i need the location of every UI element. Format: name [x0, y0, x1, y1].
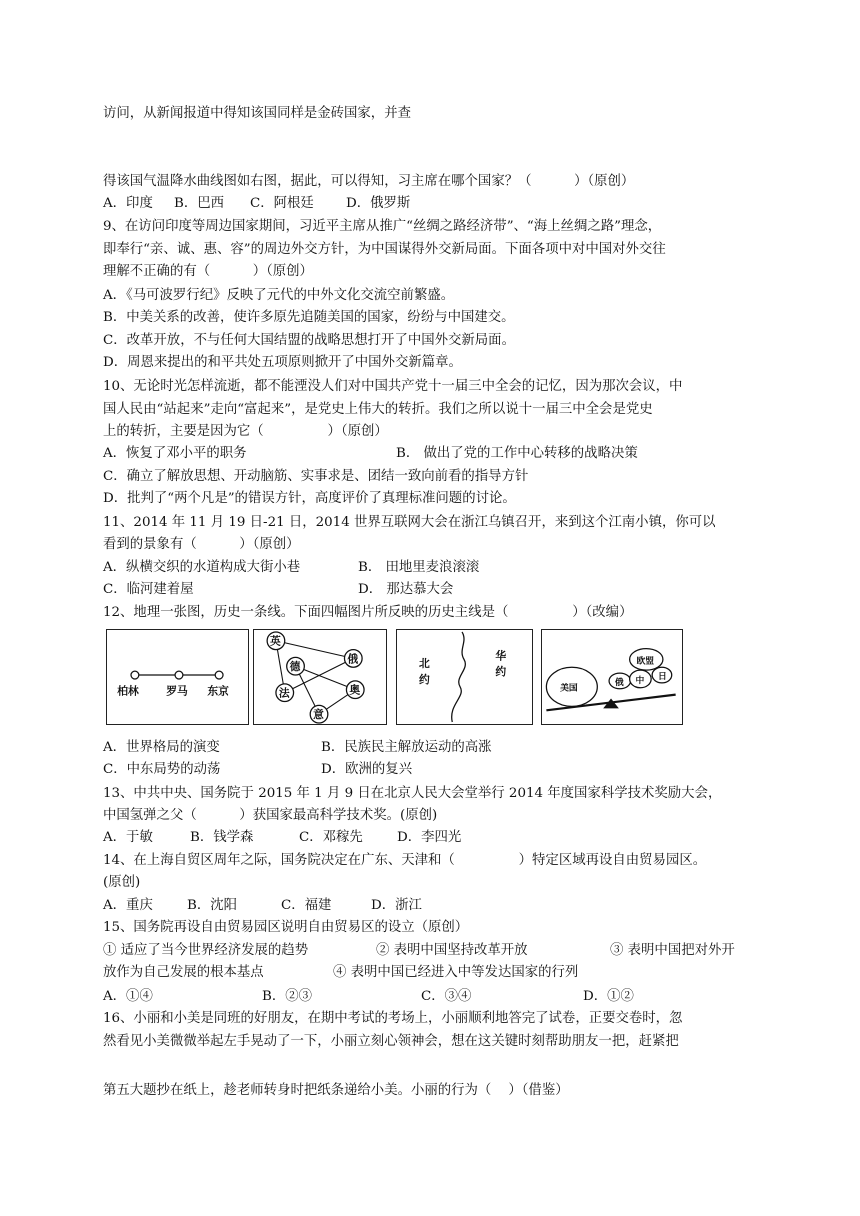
q15-item-3: ③ 表明中国把对外开	[610, 943, 735, 958]
q12-option-a: A．世界格局的演变	[103, 740, 220, 755]
q15-item-1: ① 适应了当今世界经济发展的趋势	[103, 943, 309, 958]
city-tokyo: 东京	[207, 684, 229, 698]
q10-stem-line2: 国人民由“站起来”走向“富起来”，是党史上伟大的转折。我们之所以说十一届三中全会是党史	[103, 402, 653, 417]
q14-stem-line1: 14、在上海自贸区周年之际，国务院决定在广东、天津和（ ）特定区域再设自由贸易园区。	[103, 853, 707, 868]
q15-option-b: B．②③	[262, 989, 313, 1004]
figure-alliance-network	[253, 629, 387, 725]
figure-multipolar-seesaw	[541, 629, 683, 725]
q10-stem-line1: 10、无论时光怎样流逝，都不能湮没人们对中国共产党十一届三中全会的记忆，因为那次会议，中	[103, 379, 683, 394]
alliance-network-diagram	[254, 630, 386, 724]
label-china: 中	[635, 675, 645, 686]
q8-stem-line2: 得该国气温降水曲线图如右图，据此，可以得知，习主席在哪个国家？（ ）（原创）	[103, 174, 635, 189]
q15-item-2: ② 表明中国坚持改革开放	[376, 943, 528, 958]
q13-stem-line2: 中国氢弹之父（ ）获国家最高科学技术奖。(原创)	[103, 808, 438, 823]
figure-axis-powers	[106, 629, 249, 725]
q10-stem-line3: 上的转折，主要是因为它（ ）（原创）	[103, 424, 388, 439]
q8-option-d: D．俄罗斯	[346, 196, 411, 211]
q13-option-d: D．李四光	[397, 830, 462, 845]
q8-option-a: A．印度	[103, 196, 153, 211]
q9-stem-line3: 理解不正确的有（ ）（原创）	[103, 264, 313, 279]
q9-option-a: A．《马可波罗行纪》反映了元代的中外文化交流空前繁盛。	[103, 288, 455, 303]
q14-option-d: D．浙江	[371, 898, 422, 913]
q14-option-c: C．福建	[281, 898, 332, 913]
q13-option-a: A．于敏	[103, 830, 153, 845]
q10-option-c: C．确立了解放思想、开动脑筋、实事求是、团结一致向前看的指导方针	[103, 469, 529, 484]
q9-option-b: B．中美关系的改善，使许多原先追随美国的国家，纷纷与中国建交。	[103, 310, 515, 325]
q8-option-c: C．阿根廷	[250, 196, 314, 211]
q11-option-a: A．纵横交织的水道构成大街小巷	[103, 560, 301, 575]
q11-stem-line1: 11、2014 年 11 月 19 日-21 日，2014 世界互联网大会在浙江乌镇召开，来到这个江南小镇，你可以	[103, 515, 716, 530]
q12-option-b: B．民族民主解放运动的高涨	[321, 740, 492, 755]
q10-option-b: B． 做出了党的工作中心转移的战略决策	[396, 446, 638, 461]
q11-stem-line2: 看到的景象有（ ）（原创）	[103, 537, 300, 552]
q9-option-d: D．周恩来提出的和平共处五项原则掀开了中国外交新篇章。	[103, 355, 462, 370]
label-eu: 欧盟	[636, 656, 655, 667]
node-britain: 英	[270, 634, 281, 648]
city-berlin: 柏林	[117, 684, 139, 698]
q11-option-d: D． 那达慕大会	[358, 582, 454, 597]
q16-stem-line2: 然看见小美微微举起左手晃动了一下，小丽立刻心领神会，想在这关键时刻帮助朋友一把，赶紧把	[103, 1034, 679, 1049]
label-nato-2: 约	[418, 672, 430, 686]
multipolar-seesaw-diagram	[542, 630, 682, 724]
q15-option-a: A．①④	[103, 989, 153, 1004]
q9-stem-line1: 9、在访问印度等周边国家期间，习近平主席从推广“丝绸之路经济带”、“海上丝绸之路”理念，	[103, 219, 662, 234]
label-usa: 美国	[560, 683, 578, 694]
q9-option-c: C．改革开放，不与任何大国结盟的战略思想打开了中国外交新局面。	[103, 333, 515, 348]
q16-stem-line1: 16、小丽和小美是同班的好朋友，在期中考试的考场上，小丽顺利地答完了试卷，正要交卷时，忽	[103, 1011, 683, 1026]
node-germany: 德	[289, 660, 301, 674]
q10-option-a: A．恢复了邓小平的职务	[103, 446, 247, 461]
q15-option-d: D．①②	[583, 989, 634, 1004]
q13-option-c: C．邓稼先	[299, 830, 363, 845]
q13-option-b: B．钱学森	[190, 830, 254, 845]
q15-option-c: C．③④	[421, 989, 472, 1004]
axis-powers-diagram	[107, 630, 248, 724]
q9-stem-line2: 即奉行“亲、诚、惠、容”的周边外交方针，为中国谋得外交新局面。下面各项中对中国对外交往	[103, 242, 666, 257]
q15-item-3-cont: 放作为自己发展的根本基点	[103, 965, 264, 980]
label-warsaw-2: 约	[495, 665, 507, 679]
q13-stem-line1: 13、中共中央、国务院于 2015 年 1 月 9 日在北京人民大会堂举行 2014 年度国家科学技术奖励大会，	[103, 786, 722, 801]
q12-stem: 12、地理一张图，历史一条线。下面四幅图片所反映的历史主线是（ ）（改编）	[103, 605, 633, 620]
q15-item-4: ④ 表明中国已经进入中等发达国家的行列	[333, 965, 579, 980]
q8-stem-line1: 访问，从新闻报道中得知该国同样是金砖国家，并查	[103, 106, 411, 121]
q14-option-a: A．重庆	[103, 898, 153, 913]
label-russia: 俄	[614, 677, 624, 688]
node-austria: 奥	[349, 683, 361, 697]
city-rome: 罗马	[166, 684, 188, 698]
node-russia: 俄	[347, 652, 359, 666]
q8-option-b: B．巴西	[174, 196, 225, 211]
node-france: 法	[278, 686, 290, 700]
q15-stem: 15、国务院再设自由贸易园区说明自由贸易区的设立（原创）	[103, 920, 469, 935]
q12-option-c: C．中东局势的动荡	[103, 762, 221, 777]
q11-option-b: B． 田地里麦浪滚滚	[358, 560, 480, 575]
nato-warsaw-map	[397, 630, 532, 724]
label-warsaw-1: 华	[495, 649, 507, 663]
label-japan: 日	[658, 671, 667, 682]
figure-nato-warsaw	[396, 629, 533, 725]
q14-option-b: B．沈阳	[187, 898, 238, 913]
q16-stem-line3: 第五大题抄在纸上，趁老师转身时把纸条递给小美。小丽的行为（ ）（借鉴）	[103, 1083, 569, 1098]
q14-stem-line2: (原创)	[103, 875, 141, 890]
node-italy: 意	[313, 708, 324, 722]
q11-option-c: C．临河建着屋	[103, 582, 194, 597]
q10-option-d: D．批判了“两个凡是”的错误方针，高度评价了真理标准问题的讨论。	[103, 491, 516, 506]
q12-option-d: D．欧洲的复兴	[321, 762, 413, 777]
label-nato-1: 北	[418, 657, 430, 671]
